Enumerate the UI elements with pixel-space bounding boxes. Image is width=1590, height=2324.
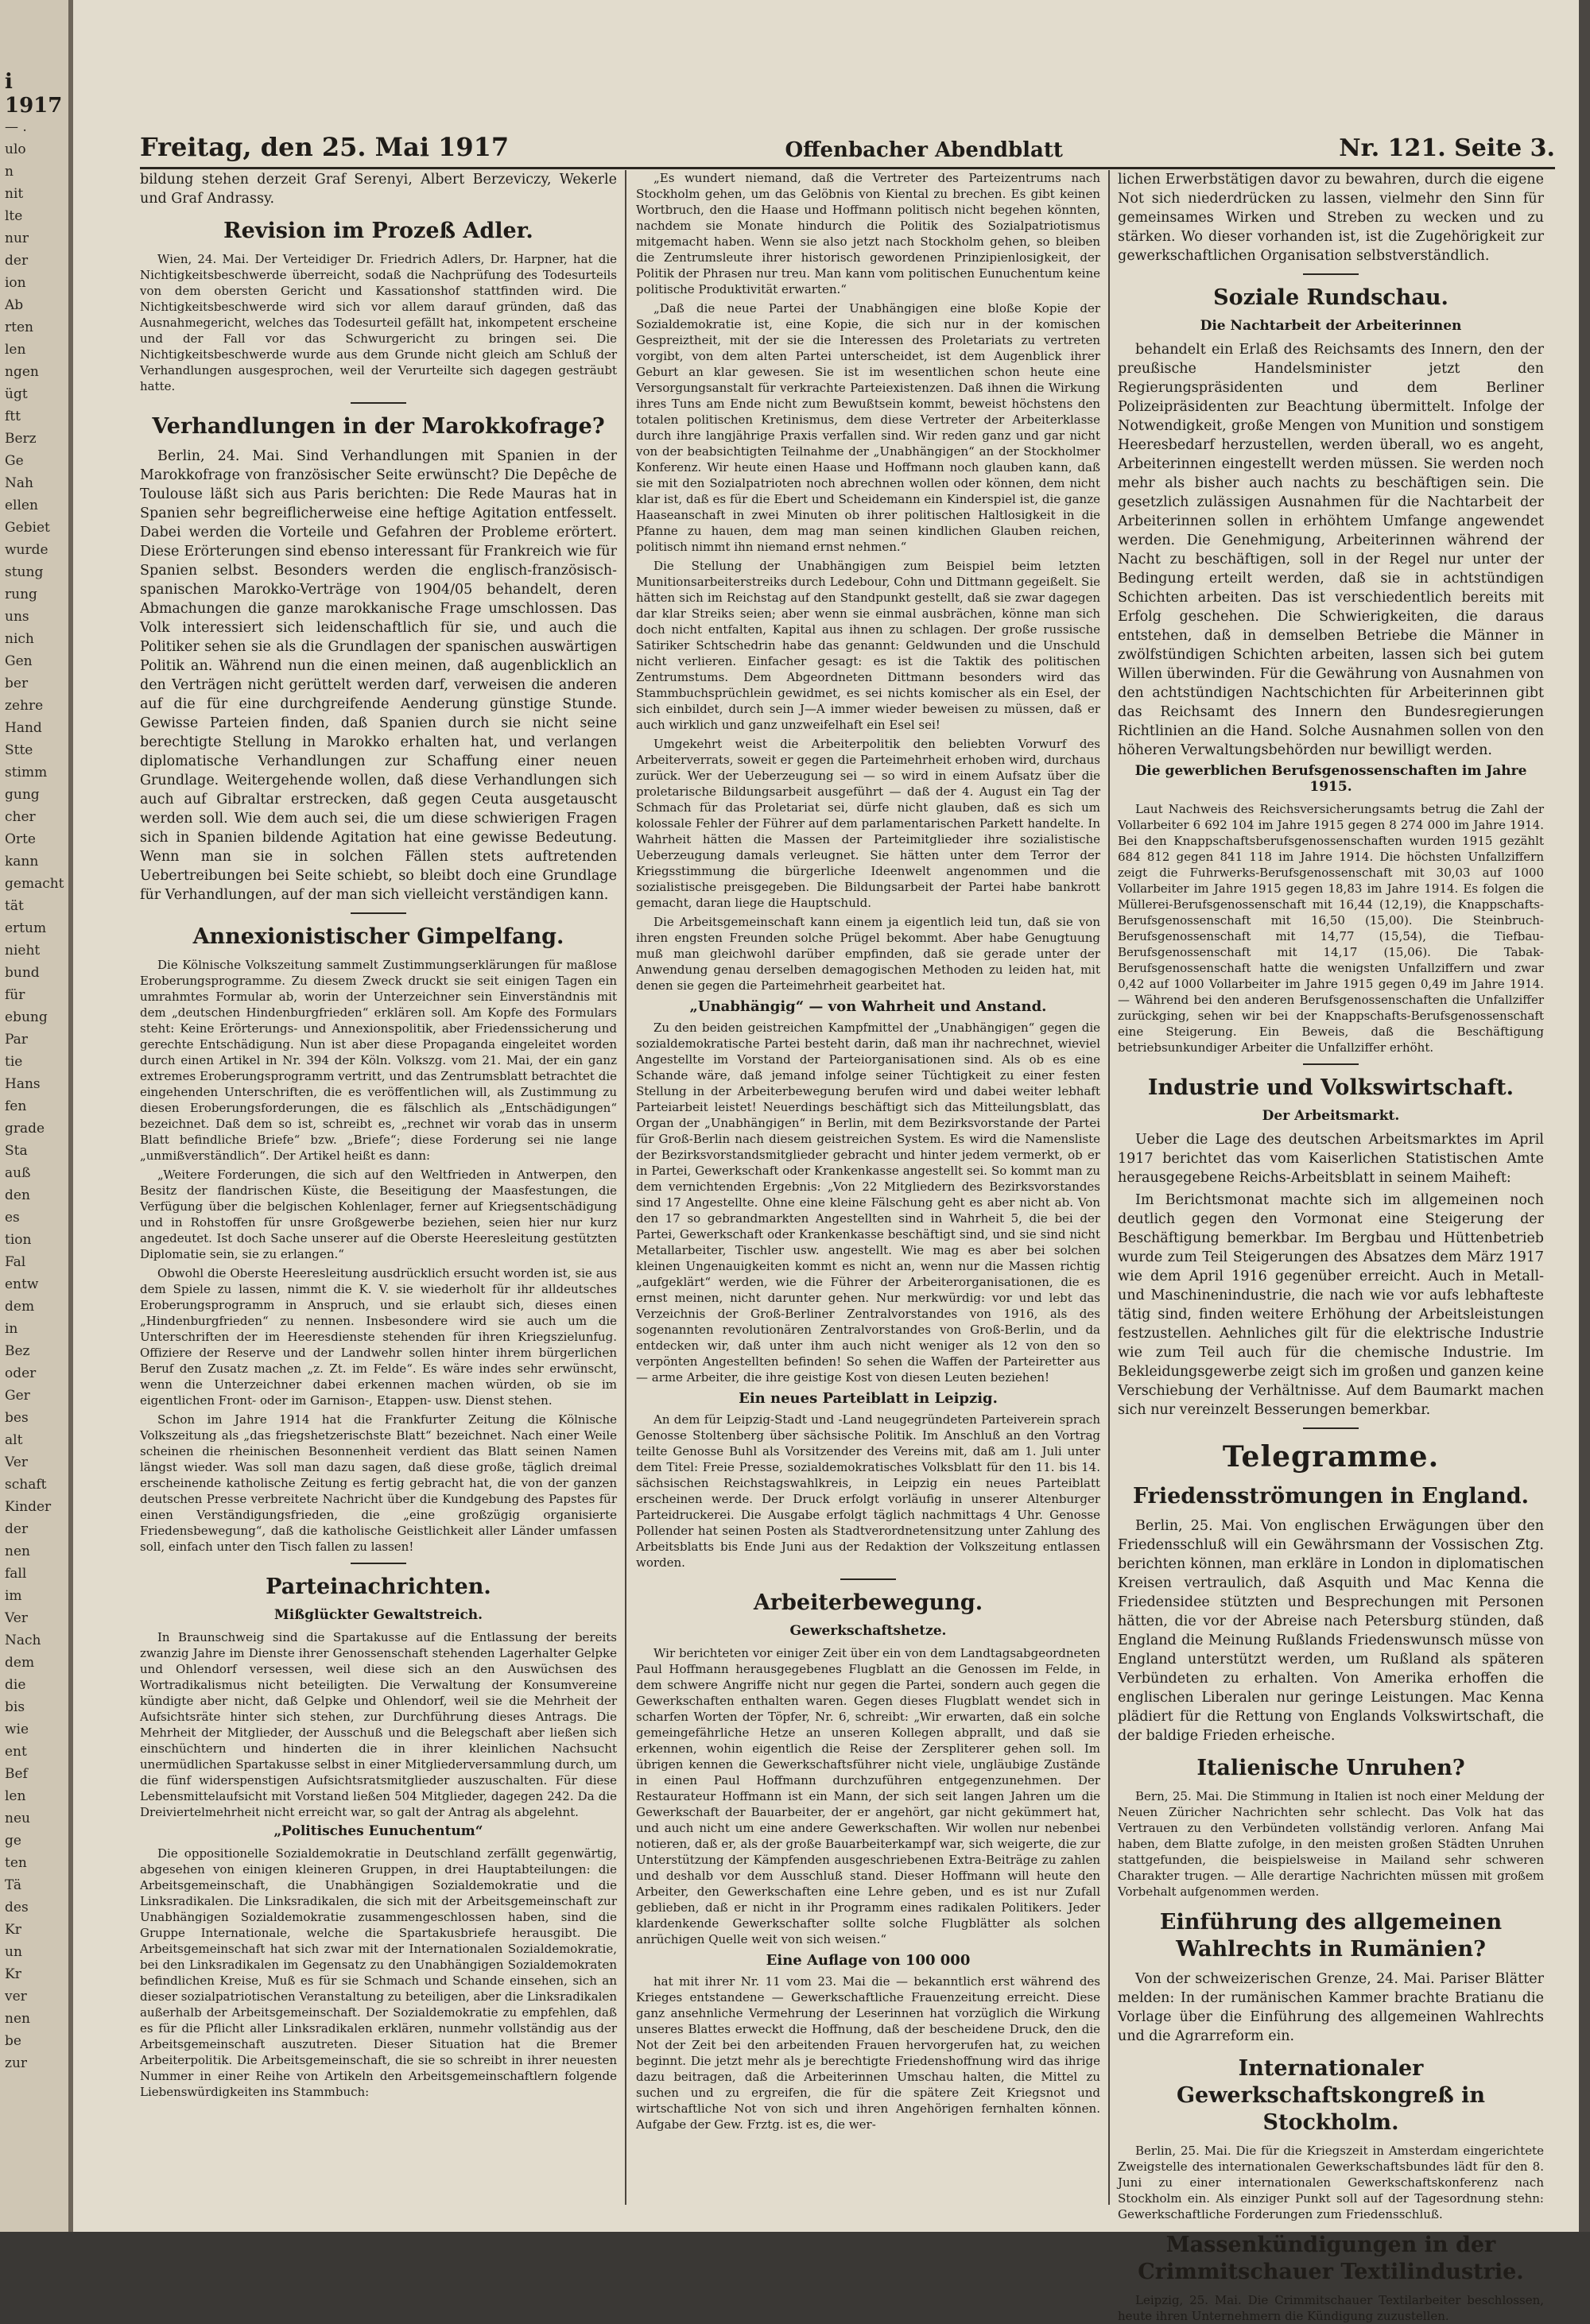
article-text: Die Arbeitsgemeinschaft kann einem ja eigentlich leid tun, daß sie von ihren engsten Freunden solche Prügel bekommt. Aber habe Genugtuung muß man gleichwohl darüber empfinden, daß sie gerade unter der Anwendung genau derselben demagogischen Methoden zu leiden hat, mit denen sie gegen die Parteimehrheit gearbeitet hat. [636, 915, 1100, 993]
section-headline: Telegramme. [1222, 1440, 1440, 1474]
previous-page-line: stimm [5, 765, 48, 780]
article-text: Laut Nachweis des Reichsversicherungsamts betrug die Zahl der Vollarbeiter 6 692 104 im Jahre 1915 gegen 8 274 000 im Jahre 1914. Bei den Knappschaftsberufsgenossenschaften wurden 1915 gezählt 684 812 gegen 841 118 im Jahre 1914. Die höchsten Unfallziffern zeigt die Fuhrwerks-Berufsgenossenschaft mit 30,03 auf 1000 Vollarbeiter im Jahre 1915 gegen 18,83 im Jahre 1914. Es folgen die Müllerei-Berufsgenossenschaft mit 16,44 (12,19), die Knappschafts-Berufsgenossenschaft mit 16,50 (15,00). Die Steinbruch-Berufsgenossenschaft mit 14,77 (15,54), die Tiefbau-Berufsgenossenschaft mit 14,17 (15,06). Die Tabak-Berufsgenossenschaft hatte die wenigsten Unfallziffern und zwar 0,42 auf 1000 Vollarbeiter im Jahre 1915 gegen 0,49 im Jahre 1914. — Während bei den anderen Berufsgenossenschaften die Unfallziffer zurückging, sehen wir bei der Knappschafts-Berufsgenossenschaft eine Steigerung. Ein Beweis, daß die Beschäftigung betriebsunkundiger Arbeiter die Unfallziffer erhöht. [1118, 802, 1544, 1055]
header-masthead: Offenbacher Abendblatt [785, 138, 1063, 162]
previous-page-line: ten [5, 1855, 27, 1871]
article-text: Berlin, 25. Mai. Die für die Kriegszeit in Amsterdam eingerichtete Zweigstelle des internationalen Gewerkschaftsbundes lädt für den 8. Juni zu einer internationalen Gewerkschaftskonferenz nach Stockholm ein. Als einziger Punkt soll auf der Tagesordnung stehn: Gewerkschaftliche Forderungen zum Friedensschluß. [1118, 2144, 1544, 2221]
article-text: Bern, 25. Mai. Die Stimmung in Italien ist noch einer Meldung der Neuen Züricher Nachrichten sehr schlecht. Das Volk hat das Vertrauen zu den Verbündeten vollständig verloren. Anfang Mai haben, dem Blatte zufolge, in den meisten großen Städten Unruhen stattgefunden, die beispielsweise in Mailand sehr schweren Charakter trugen. — Alle derartige Nachrichten müssen mit großem Vorbehalt aufgenommen werden. [1118, 1789, 1544, 1899]
article-subheadline: „Politisches Eunuchentum“ [273, 1823, 483, 1839]
previous-page-line: Ver [5, 1610, 28, 1626]
previous-page-line: tion [5, 1232, 32, 1248]
previous-page-line: nen [5, 2011, 30, 2027]
previous-page-line: Bef [5, 1766, 28, 1782]
previous-page-line: oder [5, 1365, 37, 1381]
article-headline: Italienische Unruhen? [1196, 1756, 1465, 1780]
divider [351, 402, 406, 404]
article-text: Wien, 24. Mai. Der Verteidiger Dr. Friedrich Adlers, Dr. Harpner, hat die Nichtigkeitsbeschwerde überreicht, sodaß die Nachprüfung des Todesurteils von dem obersten Gericht und Kassationshof stattfinden wird. Die Nichtigkeitsbeschwerde wird sich vor allem darauf gründen, daß das Ausnahmegericht, welches das Todesurteil gefällt hat, inkompetent erscheine und der Fall vor das Schwurgericht zu bringen sei. Die Nichtigkeitsbeschwerde wurde aus dem Grunde nicht gleich am Schluß der Verhandlungen ausgesprochen, weil der Verurteilte sich dagegen gesträubt hatte. [140, 252, 617, 393]
previous-page-line: nit [5, 186, 24, 202]
previous-page-header: i 1917 [5, 70, 63, 118]
article-headline: Internationaler Gewerkschaftskongreß in Stockholm. [1176, 2056, 1486, 2135]
column-3 [1118, 170, 1545, 2323]
previous-page-line: Gen [5, 653, 33, 669]
previous-page-line: Par [5, 1032, 28, 1048]
previous-page-line: der [5, 253, 29, 269]
article-text: Berlin, 24. Mai. Sind Verhandlungen mit Spanien in der Marokkofrage von französischer Seite erwünscht? Die Depêche de Toulouse läßt sich aus Paris berichten: Die Rede Mauras hat in Spanien sehr begreiflicherweise eine heftige Agitation entfesselt. Dabei werden die Vorteile und Gefahren der Probleme erörtert. Diese Erörterungen sind ebenso interessant für Frankreich wie für Spanien selbst. Besonders werden die englisch-französisch-spanischen Marokko-Verträge von 1904/05 behandelt, deren Abmachungen die ganze marokkanische Frage umschlossen. Das Volk interessiert sich leidenschaftlich für sie, und auch die Politiker sehen sie als die Grundlagen der spanischen auswärtigen Politik an. Während nun die einen meinen, daß augenblicklich an den Verträgen nicht gerüttelt werden darf, verweisen die anderen auf die für eine durchgreifende Aenderung günstige Stunde. Gewisse Parteien finden, daß Spanien durch sie nicht seine berechtigte Stellung in Marokko erhalten hat, und verlangen diplomatische Verhandlungen zur Schaffung einer neuen Grundlage. Weitergehende wollen, daß diese Verhandlungen sich auch auf Gibraltar erstrecken, daß gegen Ceuta ausgetauscht werden soll. Wie dem auch sei, die um diese schwierigen Fragen sich in Spanien bildende Agitation hat eine gewisse Bedeutung. Wenn man sie in solchen Fällen stets auftretenden Uebertreibungen bei Seite schiebt, so bleibt doch eine Grundlage für Verhandlungen, auf der man sich vielleicht verständigen kann. [140, 448, 617, 903]
section-headline: Industrie und Volkswirtschaft. [1147, 1075, 1514, 1100]
article-text: „Weitere Forderungen, die sich auf den Weltfrieden in Antwerpen, den Besitz der flandrischen Küste, die Beseitigung der Maasfestungen, die Verfügung über die belgischen Kohlenlager, ferner auf Kriegsentschädigung und in Rohstoffen für unsre Großgewerbe beziehen, seien hier nur kurz angedeutet. Ist doch Sache unserer auf die Oberste Heeresleitung gestützten Diplomatie sein, sie zu erlangen.“ [140, 1168, 617, 1261]
previous-page-line: bes [5, 1410, 29, 1426]
previous-page-line: cher [5, 809, 36, 825]
article-text: Die oppositionelle Sozialdemokratie in Deutschland zerfällt gegenwärtig, abgesehen von einigen kleineren Gruppen, in drei Hauptabteilungen: die Arbeitsgemeinschaft, die Unabhängigen Sozialdemokratie und die Linksradikalen. Die Linksradikalen, die sich mit der Arbeitsgemeinschaft zur Unabhängigen Sozialdemokratie zusammengeschlossen haben, sind die Gruppe Internationale, welche die Spartakusbriefe herausgibt. Die Arbeitsgemeinschaft hat sich zwar mit der Internationalen Sozialdemokratie, bei den Linksradikalen im Gegensatz zu den Unabhängigen Sozialdemokraten befindlichen Kreise, Muß es für sie Schmach und Schande einsehen, sich an dieser sozialpatriotischen Veranstaltung zu beteiligen, aber die Linksradikalen außerhalb der Arbeitsgemeinschaft. Der Sozialdemokratie zu empfehlen, daß es für die Pflicht aller Linksradikalen erklären, nunmehr vollständig aus der Arbeitsgemeinschaft auszutreten. Dieser Situation hat die Bremer Arbeiterpolitik. Die Arbeitsgemeinschaft, die sie so schreibt in ihrer neuesten Nummer in einer Reihe von Artikeln den Arbeitsgemeinschaftlern folgende Liebenswürdigkeiten ins Stammbuch: [140, 1846, 617, 2099]
previous-page-line: ellen [5, 498, 38, 513]
article-text: Zu den beiden geistreichen Kampfmittel der „Unabhängigen“ gegen die sozialdemokratische Partei besteht darin, daß man ihr nachrechnet, wieviel Angestellte im Vorstand der Parteiorganisationen sind. Als ob es eine Schande wäre, daß jemand infolge seiner Tüchtigkeit zu einer festen Stellung in der Arbeiterbewegung berufen wird und dabei weiter lebhaft Parteiarbeit leistet! Neuerdings beschäftigt sich das Mitteilungsblatt, das Organ der „Unabhängigen“ in Berlin, mit dem Bezirksvorstande der Partei für Groß-Berlin nach diesem geistreichen System. Es wird die Namensliste der Bezirksvorstandsmitglieder gebracht und hinter jedem vermerkt, ob er in Partei, Gewerkschaft oder Krankenkasse angestellt sei. So kommt man zu dem vernichtenden Ergebnis: „Von 22 Mitgliedern des Bezirksvorstandes sind 17 Angestellte. Ohne eine kleine Fälschung geht es aber nicht ab. Von den 17 so gebrandmarkten Angestellten sind in Wahrheit 5, die bei der Partei, Gewerkschaft oder Krankenkasse beschäftigt sind, und sie sind nicht Metallarbeiter, Tischler usw. angestellt. Wie mag es aber bei solchen kleinen Ungenauigkeiten kommt es nicht an, wenn nur die Massen richtig „aufgeklärt“ werden, wie die Führer der Arbeiterorganisationen, die es ernst meinen, nicht darunter gehen. Nur merkwürdig: vor und lebt das Verzeichnis der Groß-Berliner Zentralvorstandes von 1916, als des sogenannten revolutionären Zentralvorstandes von Groß-Berlin, und da entdecken wir, daß unter ihm auch nicht weniger als 12 von den so verpönten Angestellten befinden! So sehen die Waffen der Parteiretter aus — arme Arbeiter, die ihre geistige Kost von diesen Leuten beziehen! [636, 1021, 1100, 1385]
previous-page-line: ulo [5, 141, 26, 157]
divider [1303, 273, 1359, 275]
previous-page-line: ent [5, 1744, 27, 1760]
previous-page-line: Nah [5, 475, 33, 491]
previous-page-line: be [5, 2033, 21, 2049]
previous-page-line: Tä [5, 1877, 21, 1893]
article-subheadline: Ein neues Parteiblatt in Leipzig. [739, 1390, 998, 1407]
previous-page-line: Fal [5, 1254, 26, 1270]
article-text: Ueber die Lage des deutschen Arbeitsmarktes im April 1917 berichtet das vom Kaiserlichen Statistischen Amte herausgegebene Reichs-Arbeitsblatt in seinem Maiheft: [1118, 1132, 1544, 1186]
article-text: Die Kölnische Volkszeitung sammelt Zustimmungserklärungen für maßlose Eroberungsprogramme. Zu diesem Zweck druckt sie seit einigen Tagen ein umrahmtes Formular ab, worin der Unterzeichner sein Einverständnis mit dem „deutschen Hindenburgfrieden“ erklären soll. Am Kopfe des Formulars steht: Keine Erörterungs- und Annexionspolitik, aber Friedenssicherung und gerechte Entschädigung. Nun ist aber diese Propaganda eingeleitet worden durch einen Artikel in Nr. 394 der Köln. Volkszg. vom 21. Mai, der ein ganz extremes Eroberungsprogramm vertritt, und das Zentrumsblatt betrachtet die eingehenden Unterschriften, die es veröffentlichen will, als Zustimmung zu diesen Eroberungsforderungen, die es fälschlich als „Entschädigungen“ bezeichnet. Daß dem so ist, schreibt es, „rechnet wir vorab das in unserm Blatt befindliche Briefe“ bzw. „Briefe“; diese Forderung sei nie lange „unmißverständlich“. Der Artikel heißt es dann: [140, 958, 617, 1163]
previous-page-line: Orte [5, 831, 36, 847]
header-date: Freitag, den 25. Mai 1917 [140, 132, 510, 162]
previous-page-line: len [5, 1788, 26, 1804]
article-text: behandelt ein Erlaß des Reichsamts des Innern, den der preußische Handelsminister jetzt den Regierungspräsidenten und dem Berliner Polizeipräsidenten zur Beachtung übermittelt. Infolge der Notwendigkeit, große Mengen von Munition und sonstigem Heeresbedarf herzustellen, werden überall, wo es angeht, Arbeiterinnen eingestellt werden müssen. Sie werden noch mehr als bisher auch nachts zu beschäftigen sein. Die gesetzlich zulässigen Ausnahmen für die Nachtarbeit der Arbeiterinnen sollen in erhöhtem Umfange angewendet werden. Die Genehmigung, Arbeiterinnen während der Nacht zu beschäftigen, soll in der Regel nur unter der Bedingung erteilt werden, daß sie in achtstündigen Schichten arbeiten. Das ist verschiedentlich bereits mit Erfolg geschehen. Die Schwierigkeiten, die daraus entstehen, daß in demselben Betriebe die Männer in zwölfstündigen Schichten arbeiten, lassen sich bei gutem Willen überwinden. Für die Gewährung von Ausnahmen von den achtstündigen Nachtschichten für Arbeiterinnen gibt das Reichsamt des Innern den Bundesregierungen Richtlinien an die Hand. Solche Ausnahmen sollen von den höheren Verwaltungsbehörden nur bewilligt werden. [1118, 342, 1545, 758]
divider [351, 912, 406, 914]
previous-page-line: ügt [5, 386, 28, 402]
previous-page-line: alt [5, 1432, 23, 1448]
previous-page-line: Sta [5, 1143, 28, 1159]
previous-page-line: — . [5, 119, 27, 135]
previous-page-line: tie [5, 1054, 23, 1070]
previous-page-line: es [5, 1210, 20, 1226]
page-header [140, 119, 1555, 169]
article-headline: Verhandlungen in der Marokkofrage? [152, 414, 605, 439]
previous-page-line: im [5, 1588, 22, 1604]
previous-page-line: uns [5, 609, 29, 625]
previous-page-line: wie [5, 1722, 29, 1737]
previous-page-line: gemacht [5, 876, 64, 892]
previous-page-line: Hand [5, 720, 42, 736]
previous-page-line: auß [5, 1165, 31, 1181]
previous-page-line: gung [5, 787, 40, 803]
article-text: Obwohl die Oberste Heeresleitung ausdrücklich ersucht worden ist, sie aus dem Spiele zu lassen, nimmt die K. V. sie wiederholt für ihr alldeutsches Eroberungsprogramm in Anspruch, und sie erlaubt sich, dieses einen „Hindenburgfrieden“ zu nennen. Insbesondere wird sie auch um die Unterschriften der im Heeresdienste stehenden für ihren Kriegszielunfug. Offiziere der Reserve und der Landwehr sollen hinter ihrem bürgerlichen Beruf den Zusatz machen „z. Zt. im Felde“. Es wäre indes sehr erwünscht, wenn die Unterzeichner dabei erkennen machen würden, ob sie im eigentlichen Front- oder im Garnison-, Etappen- usw. Dienst stehen. [140, 1266, 617, 1408]
previous-page-line: lte [5, 208, 23, 224]
previous-page-line: Bez [5, 1343, 30, 1359]
previous-page-line: Ge [5, 453, 24, 469]
article-text: Wir berichteten vor einiger Zeit über ein von dem Landtagsabgeordneten Paul Hoffmann herausgegebenes Flugblatt an die Genossen im Felde, in dem schwere Angriffe nicht nur gegen die Partei, sondern auch gegen die Gewerkschaften enthalten waren. Gegen dieses Flugblatt wendet sich in scharfen Worten der Töpfer, Nr. 6, schreibt: „Wir erwarten, daß ein solche gemeingefährliche Hetze an unseren Kollegen abprallt, und daß sie erkennen, wohin eigentlich die Reise der Zerspliterer gehen soll. Im übrigen kennen die Gewerkschaftsführer nicht viele, ungläubige Zustände in einen Paul Hoffmann durchzuführen entgegenzunehmen. Der Restaurateur Hoffmann ist ein Mann, der sich seit langen Jahren um die Gewerkschaft der Bauarbeiter, der er angehört, gar nicht gekümmert hat, und auch nicht um eine andere Gewerkschaften. Wir wollen nur nebenbei notieren, daß er, als der große Bauarbeiterkampf war, sich weigerte, die zur Unterstützung der Kämpfenden ausgeschriebenen Extra-Beiträge zu zahlen und deshalb vor dem Ausschluß stand. Dieser Hoffmann will heute den Arbeiter, den Gewerkschaften eine Lehre geben, und es ist nur Zufall geblieben, daß er nicht in ihr Programm eines radikalen Politikers. Jeder klardenkende Gewerkschafter sollte solche Flugblätter als solchen anrüchigen Quelle weit von sich weisen.“ [636, 1646, 1100, 1946]
previous-page-line: dem [5, 1655, 35, 1671]
previous-page-line: Kr [5, 1922, 21, 1938]
previous-page-line: stung [5, 564, 44, 580]
article-headline: Friedensströmungen in England. [1132, 1484, 1530, 1509]
article-subheadline: Eine Auflage von 100 000 [766, 1952, 971, 1969]
article-text: Schon im Jahre 1914 hat die Frankfurter Zeitung die Kölnische Volkszeitung als „das friegshetzerischste Blatt“ bezeichnet. Nach einer Weile scheinen die rheinischen Besonnenheit verdient das Blatt seinen Namen längst wieder. Was soll man dazu sagen, daß diese große, täglich dreimal erscheinende katholische Zeitung es fertig gebracht hat, die von der ganzen deutschen Presse verbreitete Nachricht über die Kundgebung des Papstes für einen Verständigungsfrieden, die „eine großzügig organisierte Friedensbewegung“, daß die katholische Geistlichkeit aller Länder umfassen soll, einfach unter den Tisch fallen zu lassen! [140, 1412, 617, 1554]
article-headline: Annexionistischer Gimpelfang. [192, 924, 564, 949]
columns [140, 170, 1545, 2323]
article-text: Umgekehrt weist die Arbeiterpolitik den beliebten Vorwurf des Arbeiterverrats, soweit er gegen die Parteimehrheit erhoben wird, durchaus zurück. Wer der Ueberzeugung sei — so wird in einem Aufsatz über die proletarische Bildungsarbeit ausgeführt — daß der 4. August ein Tag der Schmach für das Proletariat sei, dürfe nicht glauben, daß es sich um kolossale Fehler der Führer auf dem parlamentarischen Parkett handelte. In Wahrheit hätten die Massen der Parteimitglieder ihre sozialistische Ueberzeugung damals verleugnet. Sie hätten unter dem Terror der Kriegsstimmung die bürgerliche Ideenwelt angenommen und die sozialistische preisgegeben. Die Bildungsarbeit der Partei habe bankrott gemacht, daran liege die Hauptschuld. [636, 737, 1100, 910]
previous-page-line: ertum [5, 920, 47, 936]
previous-page-line: die [5, 1677, 26, 1693]
article-text: bildung stehen derzeit Graf Serenyi, Albert Berzeviczy, Wekerle und Graf Andrassy. [140, 172, 617, 207]
previous-page-line: für [5, 987, 25, 1003]
previous-page-line: ion [5, 275, 26, 291]
previous-page-line: ngen [5, 364, 39, 380]
previous-page-line: nen [5, 1544, 30, 1559]
column-1 [140, 170, 617, 2213]
article-subheadline: Die Nachtarbeit der Arbeiterinnen [1200, 318, 1462, 334]
newspaper-page [73, 0, 1590, 2323]
article-headline: Parteinachrichten. [266, 1575, 491, 1599]
previous-page-line: den [5, 1187, 30, 1203]
previous-page-line: neu [5, 1811, 30, 1826]
article-text: hat mit ihrer Nr. 11 vom 23. Mai die — bekanntlich erst während des Krieges entstandene — Gewerkschaftliche Frauenzeitung erreicht. Diese ganz ansehnliche Vermehrung der Leserinnen hat vorzüglich die Wirkung unseres Blattes erweckt die Hoffnung, daß der bescheidene Druck, den die Not der Zeit bei den arbeitenden Frauen hervorgerufen hat, zu weichen beginnt. Die jetzt mehr als je berechtigte Friedenshoffnung wird das ihrige dazu beitragen, daß die Arbeiterinnen Umschau halten, die Mittel zu suchen und zu ergreifen, die für die spätere Zeit Kriegsnot und wirtschaftliche Not von sich und ihren Angehörigen fernhalten können. Aufgabe der Gew. Frztg. ist es, die wer- [636, 1974, 1100, 2132]
article-headline: Arbeiterbewegung. [753, 1590, 983, 1615]
previous-page-line: Berz [5, 431, 37, 447]
previous-page-line: len [5, 342, 26, 358]
previous-page-line: n [5, 164, 14, 180]
divider [351, 1563, 406, 1564]
previous-page-line: Ger [5, 1388, 30, 1404]
previous-page-line: ber [5, 676, 29, 691]
previous-page-line: bund [5, 965, 40, 981]
previous-page-line: rung [5, 587, 37, 602]
previous-page-line: Ver [5, 1454, 28, 1470]
previous-page-line: des [5, 1900, 29, 1915]
article-headline: Revision im Prozeß Adler. [223, 219, 533, 243]
article-text: In Braunschweig sind die Spartakusse auf die Entlassung der bereits zwanzig Jahre im Dienste ihrer Genossenschaft stehenden Lagerhalter Gelpke und Ohlendorf versessen, weil diese sich an den Auswüchsen des Wortradikalismus nicht beteiligten. Die Verwaltung der Konsumvereine kündigte aber nicht, daß Gelpke und Ohlendorf, weil sie die Mehrheit der Aufsichtsräte hinter sich stehen, zur Durchführung dieses Antrags. Die Mehrheit der Mitglieder, der Ausschuß und die Belegschaft aber ließen sich einschüchtern und hinderten die in ihrer kleinlichen Nachsucht unermüdlichen Spartakusse selbst in einer Mitgliederversammlung durch, um die fünf widerspenstigen Aufsichtsratsmitglieder auszuschalten. Für diese Lebensmittelaufsicht mit Vorstand ließen 504 Mitglieder, dagegen 242. Da die Dreiviertelmehrheit nicht erreicht war, so galt der Antrag als abgelehnt. [140, 1630, 617, 1819]
previous-page-line: zur [5, 2055, 28, 2071]
previous-page-line: Stte [5, 742, 33, 758]
divider [1303, 1063, 1359, 1065]
previous-page-line: nich [5, 631, 34, 647]
section-headline: Soziale Rundschau. [1213, 285, 1448, 310]
column-2 [636, 170, 1100, 2213]
article-text: Leipzig, 25. Mai. Die Crimmitschauer Textilarbeiter beschlossen, heute ihren Unternehmern die Kündigung zuzustellen. [1118, 2293, 1544, 2323]
article-headline: Einführung des allgemeinen Wahlrechts in Rumänien? [1159, 1910, 1503, 1962]
previous-page-line: zehre [5, 698, 44, 714]
article-text: „Es wundert niemand, daß die Vertreter des Parteizentrums nach Stockholm gehen, um das Gelöbnis von Kiental zu brechen. Es gibt keinen Wortbruch, den die Haase und Hoffmann politisch nicht begehen könnten, nachdem sie Monate hindurch die Politik des Sozialpatriotismus mitgemacht haben. Wenn sie also jetzt nach Stockholm gehen, so bleiben die Zentrumsleute ihrer historisch gewordenen Prinzipienlosigkeit, der Politik der Phrasen nur treu. Man kann vom politischen Eunuchentum keine politische Produktivität erwarten.“ [636, 171, 1100, 296]
previous-page-line: Nach [5, 1633, 41, 1648]
previous-page-line: bis [5, 1699, 25, 1715]
previous-page-line: der [5, 1521, 29, 1537]
article-text: lichen Erwerbstätigen davor zu bewahren, durch die eigene Not sich niederdrücken zu lassen, vielmehr den Sinn für gemeinsames Wirken und Streben zu wecken und zu stärken. Wo dieser vorhanden ist, ist die Zugehörigkeit zur gewerkschaftlichen Organisation selbstverständlich. [1118, 172, 1544, 264]
previous-page-line: in [5, 1321, 18, 1337]
article-subheadline: Mißglückter Gewaltstreich. [273, 1607, 483, 1623]
article-subheadline: „Unabhängig“ — von Wahrheit und Anstand. [689, 998, 1047, 1015]
previous-page-line: ge [5, 1833, 21, 1849]
previous-page-line: Kr [5, 1966, 21, 1982]
article-headline: Massenkündigungen in der Crimmitschauer Textilindustrie. [1138, 2233, 1524, 2284]
previous-page-line: Ab [5, 297, 24, 313]
previous-page-line: Kinder [5, 1499, 52, 1515]
article-text: An dem für Leipzig-Stadt und -Land neugegründeten Parteiverein sprach Genosse Stoltenberg über sächsische Politik. Im Anschluß an den Vortrag teilte Genosse Buhl als Vorsitzender des Vereins mit, daß am 1. Juli unter dem Titel: Freie Presse, sozialdemokratisches Volksblatt für den 11. bis 14. sächsischen Reichstagswahlkreis, in Leipzig ein neues Parteiblatt erscheinen werde. Der Druck erfolgt vorläufig in unserer Altenburger Parteidruckerei. Die Ausgabe erfolgt täglich nachmittags 4 Uhr. Genosse Pollender hat seinen Posten als Stadtverordnetensitzung unter Zahlung des Arbeitsblatts bis Ende Juni aus der Redaktion der Volkszeitung entlassen worden. [636, 1412, 1100, 1570]
article-subheadline: Der Arbeitsmarkt. [1262, 1108, 1400, 1124]
previous-page-line: ver [5, 1989, 27, 2004]
column-rule [1108, 170, 1110, 2205]
previous-page-edge [0, 0, 73, 2232]
article-subheadline: Gewerkschaftshetze. [789, 1623, 947, 1639]
divider [840, 1578, 896, 1580]
previous-page-line: fen [5, 1098, 27, 1114]
page-binding-edge [1579, 0, 1590, 2232]
previous-page-line: nur [5, 230, 29, 246]
previous-page-line: ftt [5, 409, 21, 424]
article-text: Von der schweizerischen Grenze, 24. Mai. Pariser Blätter melden: In der rumänischen Kammer brachte Bratianu die Vorlage über die Einführung des allgemeinen Wahlrechts und die Agrarreform ein. [1118, 1971, 1544, 2044]
article-text: Berlin, 25. Mai. Von englischen Erwägungen über den Friedensschluß will ein Gewährsmann der Vossischen Ztg. berichten können, man erkläre in London in diplomatischen Kreisen vertraulich, daß Asquith und Mac Kenna die Friedensidee stützten und Besprechungen mit Personen hätten, die vor der Abreise nach Petersburg stünden, daß England die Meinung Rußlands Friedenswunsch müsse von England unterstützt werden, um Rußland als späteren Verbündeten zu erhalten. Von Amerika erhoffen die englischen Liberalen nur geringe Leistungen. Mac Kenna plädiert für die Rettung von Englands Volkswirtschaft, die der baldige Frieden erheische. [1118, 1518, 1544, 1744]
previous-page-line: nieht [5, 943, 41, 959]
previous-page-line: dem [5, 1299, 35, 1315]
previous-page-line: un [5, 1944, 22, 1960]
previous-page-line: kann [5, 854, 39, 870]
article-text: Die Stellung der Unabhängigen zum Beispiel beim letzten Munitionsarbeiterstreiks durch Ledebour, Cohn und Dittmann gegeißelt. Sie hätten sich im Reichstag auf den Standpunkt gestellt, daß sie zwar dagegen dar klar Streiks seien; aber wenn sie einmal ausbrächen, könne man sich doch nicht entfalten, Kapital aus ihnen zu schlagen. Der große russische Satiriker Schtschedrin habe das genannt: Geldwunden und die Unschuld nicht verlieren. Einfacher gesagt: es ist die Taktik des politischen Zentrumstums. Dem Abgeordneten Dittmann besonders wird das Stammbuchsprüchlein gewidmet, es sei nichts komischer als ein Esel, der sich einbildet, durch sein J—A immer wieder beweisen zu müssen, daß er auch wirklich und ganz unzweifelhaft ein Esel sei! [636, 559, 1100, 732]
article-text: Im Berichtsmonat machte sich im allgemeinen noch deutlich gegen den Vormonat eine Steigerung der Beschäftigung bemerkbar. Im Bergbau und Hüttenbetrieb wurde zum Teil Steigerungen des Absatzes dem März 1917 wie dem April 1916 gegenüber erreicht. Auch in Metall- und Maschinenindustrie, die nach wie vor aufs lebhafteste tätig sind, finden weitere Erhöhung der Arbeitsleistungen festzustellen. Aehnliches gilt für die elektrische Industrie wie zum Teil auch für die chemische Industrie. Im Bekleidungsgewerbe zeigt sich im großen und ganzen keine Verschiebung der Verhältnisse. Auf dem Baumarkt machen sich nur vereinzelt Besserungen bemerkbar. [1118, 1192, 1544, 1418]
previous-page-line: fall [5, 1566, 27, 1582]
article-text: „Daß die neue Partei der Unabhängigen eine bloße Kopie der Sozialdemokratie ist, eine Kopie, die sich nur in der komischen Gespreiztheit, mit der sie die Interessen des Proletariats zu vertreten vorgibt, von dem alten Partei unterscheidet, ist dem Augenblick ihrer Geburt an klar gewesen. Sie ist im wesentlichen schon heute eine Versorgungsanstalt für verkrachte Parteiexistenzen. Daß ihnen die Wirkung ihres Tuns am Ende nicht zum Bewußtsein kommt, beweist höchstens den totalen politischen Kretinismus, dem diese Vertreter der Arbeiterklasse durch ihre langjährige Praxis verfallen sind. Wir reden ganz und gar nicht von der beabsichtigten Teilnahme der „Unabhängigen“ an der Stockholmer Konferenz. Wir heute einen Haase und Hoffmann noch glauben kann, daß sie mit den Sozialpatrioten noch abrechnen wollen oder können, dem nicht klar ist, daß es für die Ebert und Scheidemann ein Kinderspiel ist, die ganze Haaseanschaft in zwei Minuten ob ihrer politischen Haltlosigkeit in die Pfanne zu hauen, dem mag man seinen kindlichen Glauben reichen, politisch nimmt ihn niemand ernst nehmen.“ [636, 301, 1100, 554]
previous-page-line: grade [5, 1121, 45, 1137]
header-page-number: Nr. 121. Seite 3. [1339, 134, 1555, 162]
article-subheadline: Die gewerblichen Berufsgenossenschaften im Jahre 1915. [1134, 763, 1527, 795]
previous-page-line: schaft [5, 1477, 47, 1493]
previous-page-line: rten [5, 320, 33, 335]
previous-page-line: Gebiet [5, 520, 50, 536]
previous-page-line: tät [5, 898, 24, 914]
column-rule [625, 170, 626, 2205]
previous-page-line: entw [5, 1276, 39, 1292]
previous-page-line: wurde [5, 542, 48, 558]
previous-page-line: Hans [5, 1076, 41, 1092]
divider [1303, 1427, 1359, 1429]
previous-page-line: ebung [5, 1009, 48, 1025]
